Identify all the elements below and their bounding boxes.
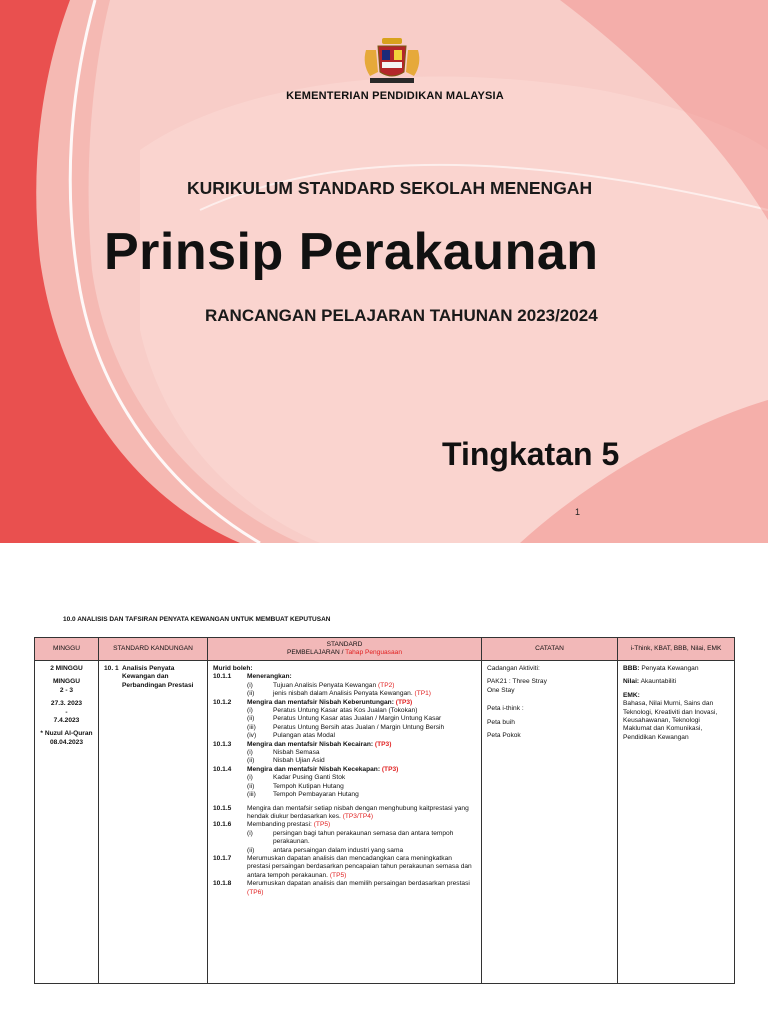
catatan-line: PAK21 : Three Stray One Stay [487, 678, 547, 694]
sp-text: Merumuskan dapatan analisis dan mencadangkan cara meningkatkan prestasi persaingan berdasarkan pencapaian tahun perakaunan semasa dan antara tempoh perakaunan. [247, 854, 472, 879]
date-dash: - [65, 708, 68, 716]
sp-item: antara persaingan dalam industri yang sama [273, 846, 404, 854]
weeks-count: 2 MINGGU [50, 665, 83, 672]
cell-ithink [618, 661, 735, 984]
sp-item: Tujuan Analisis Penyata Kewangan [273, 681, 377, 689]
sp-code: 10.1.4 [213, 765, 232, 773]
sp-item: Peratus Untung Bersih atas Jualan / Margin Untung Bersih [273, 723, 445, 731]
catatan-line: Peta buih [487, 718, 515, 726]
header-sp-line2: PEMBELAJARAN / [287, 649, 344, 656]
cell-minggu [35, 661, 99, 984]
lesson-plan-table [34, 637, 735, 984]
sp-title: Mengira dan mentafsir Nisbah Kecekapan: [247, 765, 381, 773]
sp-item: Peratus Untung Kasar atas Kos Jualan (Tokokan) [273, 707, 418, 715]
tp-tag: (TP3) [374, 740, 392, 748]
tp-tag: (TP3) [381, 765, 399, 773]
tp-tag: (TP3/TP4) [342, 812, 374, 820]
tp-tag: (TP1) [414, 690, 431, 698]
page-number: 1 [575, 507, 581, 517]
sp-item: Peratus Untung Kasar atas Jualan / Margin Untung Kasar [273, 715, 442, 723]
nilai-label: Nilai: [623, 678, 640, 686]
bbb-label: BBB: [623, 665, 640, 672]
header-sp-tahap: Tahap Penguasaan [345, 649, 402, 656]
ministry-name: KEMENTERIAN PENDIDIKAN MALAYSIA [286, 90, 504, 102]
cell-standard-kandungan [99, 661, 208, 984]
cell-standard-pembelajaran: Murid boleh: 10.1.1 Menerangkan: (i) Tujuan Analisis Penyata Kewangan (TP2) (ii) jenis nisbah dalam Analisis Penyata Kewangan. (TP1) 10.1.2 Mengira dan mentafsir Nisbah Keberuntungan: (TP3) (i) Peratus Untung Kasar atas Kos Jualan (Tokokan) (ii) Peratus Untung Kasar atas Jualan / Margin Untung Kasar (iii) Peratus Untung Bersih atas Jualan / Margin Untung Bersih (iv) Pulangan atas Modal 10.1.3 Mengira dan mentafsir Nisbah Kecairan: (TP3) (i) Nisbah Semasa (ii) Nisbah Ujian Asid 10.1.4 Mengira dan mentafsir Nisbah Kecekapan: (TP3) (i) Kadar Pusing Ganti Stok (ii) Tempoh Kutipan Hutang (iii) Tempoh Pembayaran Hutang 10.1.5 Mengira dan mentafsir setiap nisbah dengan menghubung kaitprestasi yang hendak diukur berdasarkan kes. (TP3/TP4) 10.1.6 Membanding prestasi: (TP5) (i) persingan bagi tahun perakaunan semasa dan antara tempoh perakaunan. (ii) antara persaingan dalam industri yang sama 10.1.7 Merumuskan dapatan analisis dan mencadangkan cara meningkatkan prestasi persaingan berdasarkan pencapaian tahun perakaunan semasa dan antara tempoh perakaunan. (TP5) 10.1.8 Merumuskan dapatan analisis dan memilih persaingan berdasarkan prestasi (TP6) [208, 661, 482, 984]
sp-code: 10.1.3 [213, 740, 232, 748]
sp-item: Nisbah Ujian Asid [273, 757, 325, 765]
header-standard-pembelajaran [208, 638, 482, 661]
sp-item: Tempoh Kutipan Hutang [273, 782, 344, 790]
catatan-line: Peta i-think : [487, 705, 524, 713]
sp-item: Pulangan atas Modal [273, 732, 335, 740]
sp-code: 10.1.5 [213, 804, 232, 812]
curriculum-title: KURIKULUM STANDARD SEKOLAH MENENGAH [187, 178, 593, 198]
sp-item: Kadar Pusing Ganti Stok [273, 774, 346, 782]
tp-tag: (TP5) [329, 871, 347, 879]
sp-text: Mengira dan mentafsir setiap nisbah dengan menghubung kaitprestasi yang hendak diukur berdasarkan kes. [247, 804, 469, 820]
tp-tag: (TP2) [377, 681, 395, 689]
catatan-line: Cadangan Aktiviti: [487, 665, 540, 672]
sp-intro: Murid boleh: [213, 665, 253, 672]
nilai-value: Akauntabiliti [640, 678, 677, 686]
weeks-range: 2 - 3 [59, 686, 74, 694]
sp-code: 10.1.6 [213, 821, 232, 829]
sp-item: Nisbah Semasa [273, 749, 320, 757]
topic-heading: 10.0 ANALISIS DAN TAFSIRAN PENYATA KEWANGAN UNTUK MEMBUAT KEPUTUSAN [63, 616, 331, 623]
bbb-value: Penyata Kewangan [641, 665, 699, 672]
coat-of-arms-logo [360, 36, 424, 86]
sp-code: 10.1.7 [213, 854, 232, 862]
sp-item: jenis nisbah dalam Analisis Penyata Kewangan. [273, 690, 413, 698]
tp-tag: (TP5) [313, 821, 331, 829]
sp-title: Mengira dan mentafsir Nisbah Kecairan: [247, 740, 374, 748]
form-level: Tingkatan 5 [442, 436, 620, 472]
header-sp-line1: STANDARD [326, 641, 363, 648]
table-header-row [35, 638, 735, 661]
header-catatan: CATATAN [482, 638, 618, 661]
table-row [35, 661, 735, 984]
sp-item: persingan bagi tahun perakaunan semasa dan antara tempoh perakaunan. [273, 829, 454, 846]
sp-title: Menerangkan: [247, 673, 292, 681]
date-from: 27.3. 2023 [50, 700, 83, 708]
plan-title: RANCANGAN PELAJARAN TAHUNAN 2023/2024 [205, 306, 598, 325]
sp-text: Merumuskan dapatan analisis dan memilih persaingan berdasarkan prestasi [247, 880, 470, 888]
holiday-note: * Nuzul Al-Quran 08.04.2023 [40, 730, 93, 746]
header-minggu: MINGGU [35, 638, 99, 661]
sp-item: Tempoh Pembayaran Hutang [273, 791, 359, 799]
sk-text: Analisis Penyata Kewangan dan Perbandingan Prestasi [122, 665, 194, 689]
sp-code: 10.1.8 [213, 880, 232, 888]
emk-items: Bahasa, Nilai Murni, Sains dan Teknologi, Kreativiti dan Inovasi, Keusahawanan, Teknologi Maklumat dan Komunikasi, Pendidikan Kewangan [623, 700, 718, 741]
sp-title: Membanding prestasi: [247, 821, 312, 829]
tp-tag: (TP6) [247, 888, 264, 896]
weeks-label: MINGGU [52, 678, 81, 686]
catatan-line: Peta Pokok [487, 732, 521, 740]
sp-code: 10.1.1 [213, 673, 232, 681]
header-ithink: i-Think, KBAT, BBB, Nilai, EMK [618, 638, 735, 661]
cell-catatan [482, 661, 618, 984]
date-to: 7.4.2023 [53, 717, 80, 725]
header-standard-kandungan: STANDARD KANDUNGAN [99, 638, 208, 661]
sp-code: 10.1.2 [213, 698, 232, 706]
emk-label: EMK: [623, 691, 640, 699]
sp-title: Mengira dan mentafsir Nisbah Keberuntungan: [247, 698, 394, 706]
sk-code: 10. 1 [104, 665, 119, 672]
subject-title: Prinsip Perakaunan [104, 223, 599, 281]
tp-tag: (TP3) [395, 698, 413, 706]
